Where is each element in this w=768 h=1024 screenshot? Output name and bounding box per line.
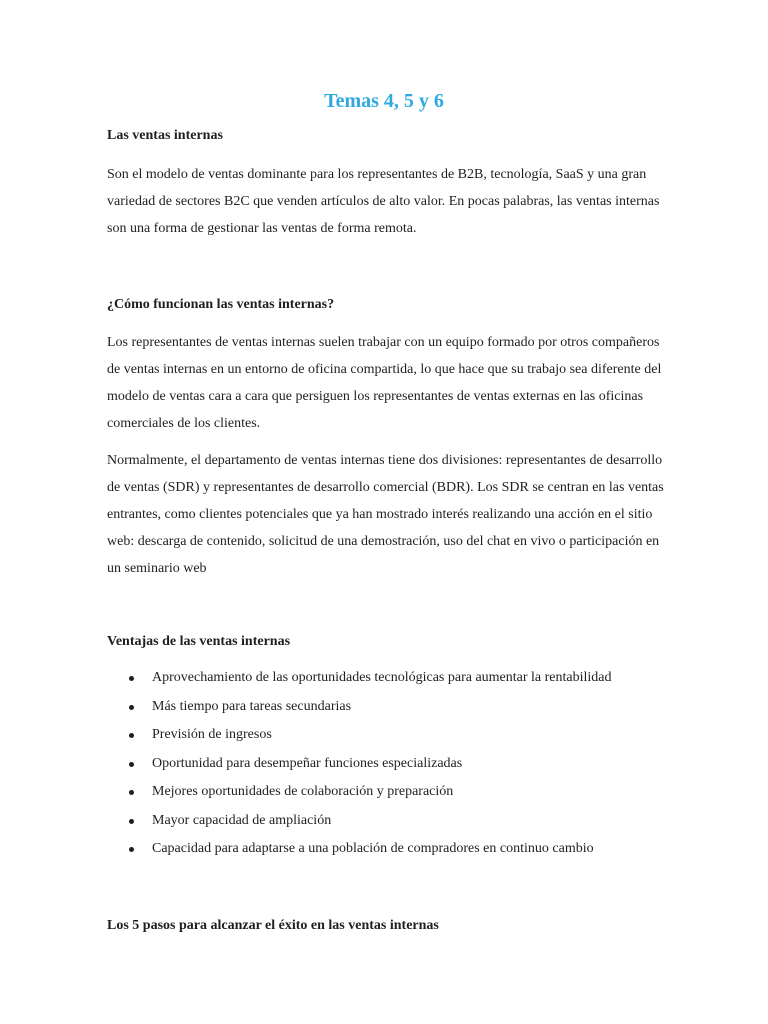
list-item-text: Más tiempo para tareas secundarias [152,698,352,714]
list-item [107,778,667,807]
bullet-icon [129,847,134,852]
bullet-icon [129,733,134,738]
paragraph-como-funcionan-1: Los representantes de ventas internas suelen trabajar con un equipo formado por otros compañeros de ventas internas en un entorno de oficina compartida, lo que hace que su trabajo sea diferente del modelo de ventas cara a cara que persiguen los representantes de ventas externas en las oficinas comerciales de los clientes. [107,335,662,431]
list-item-text: Capacidad para adaptarse a una población de compradores en continuo cambio [152,841,594,856]
list-item [107,835,667,864]
paragraph-como-funcionan-2: Normalmente, el departamento de ventas internas tiene dos divisiones: representantes de desarrollo de ventas (SDR) y representantes de desarrollo comercial (BDR). Los SDR se centran en las ventas entrantes, como clientes potenciales que ya han mostrado interés realizando una acción en el sitio web: descarga de contenido, solicitud de una demostración, uso del chat en vivo o participación en un seminario web [107,453,664,576]
list-item-text: Mayor capacidad de ampliación [152,812,332,828]
section-heading-como-funcionan: ¿Cómo funcionan las ventas internas? [107,297,335,312]
bullet-icon [129,705,134,710]
section-heading-ventas-internas: Las ventas internas [107,128,223,143]
list-item-text: Previsión de ingresos [152,727,272,742]
list-item [107,721,667,750]
list-item [107,664,667,693]
bullet-icon [129,790,134,795]
list-item [107,807,667,836]
list-item [107,693,667,722]
paragraph-ventas-internas: Son el modelo de ventas dominante para los representantes de B2B, tecnología, SaaS y una gran variedad de sectores B2C que venden artículos de alto valor. En pocas palabras, las ventas internas son una forma de gestionar las ventas de forma remota. [107,167,660,236]
document-title: Temas 4, 5 y 6 [324,90,444,112]
section-heading-cinco-pasos: Los 5 pasos para alcanzar el éxito en las ventas internas [107,917,439,933]
list-item-text: Aprovechamiento de las oportunidades tecnológicas para aumentar la rentabilidad [152,670,612,685]
ventajas-list [107,664,667,864]
document-body [107,126,667,936]
list-item-text: Oportunidad para desempeñar funciones especializadas [152,755,463,771]
bullet-icon [129,676,134,681]
bullet-icon [129,819,134,824]
bullet-icon [129,762,134,767]
list-item-text: Mejores oportunidades de colaboración y preparación [152,784,454,799]
list-item [107,750,667,779]
section-heading-ventajas: Ventajas de las ventas internas [107,634,291,649]
